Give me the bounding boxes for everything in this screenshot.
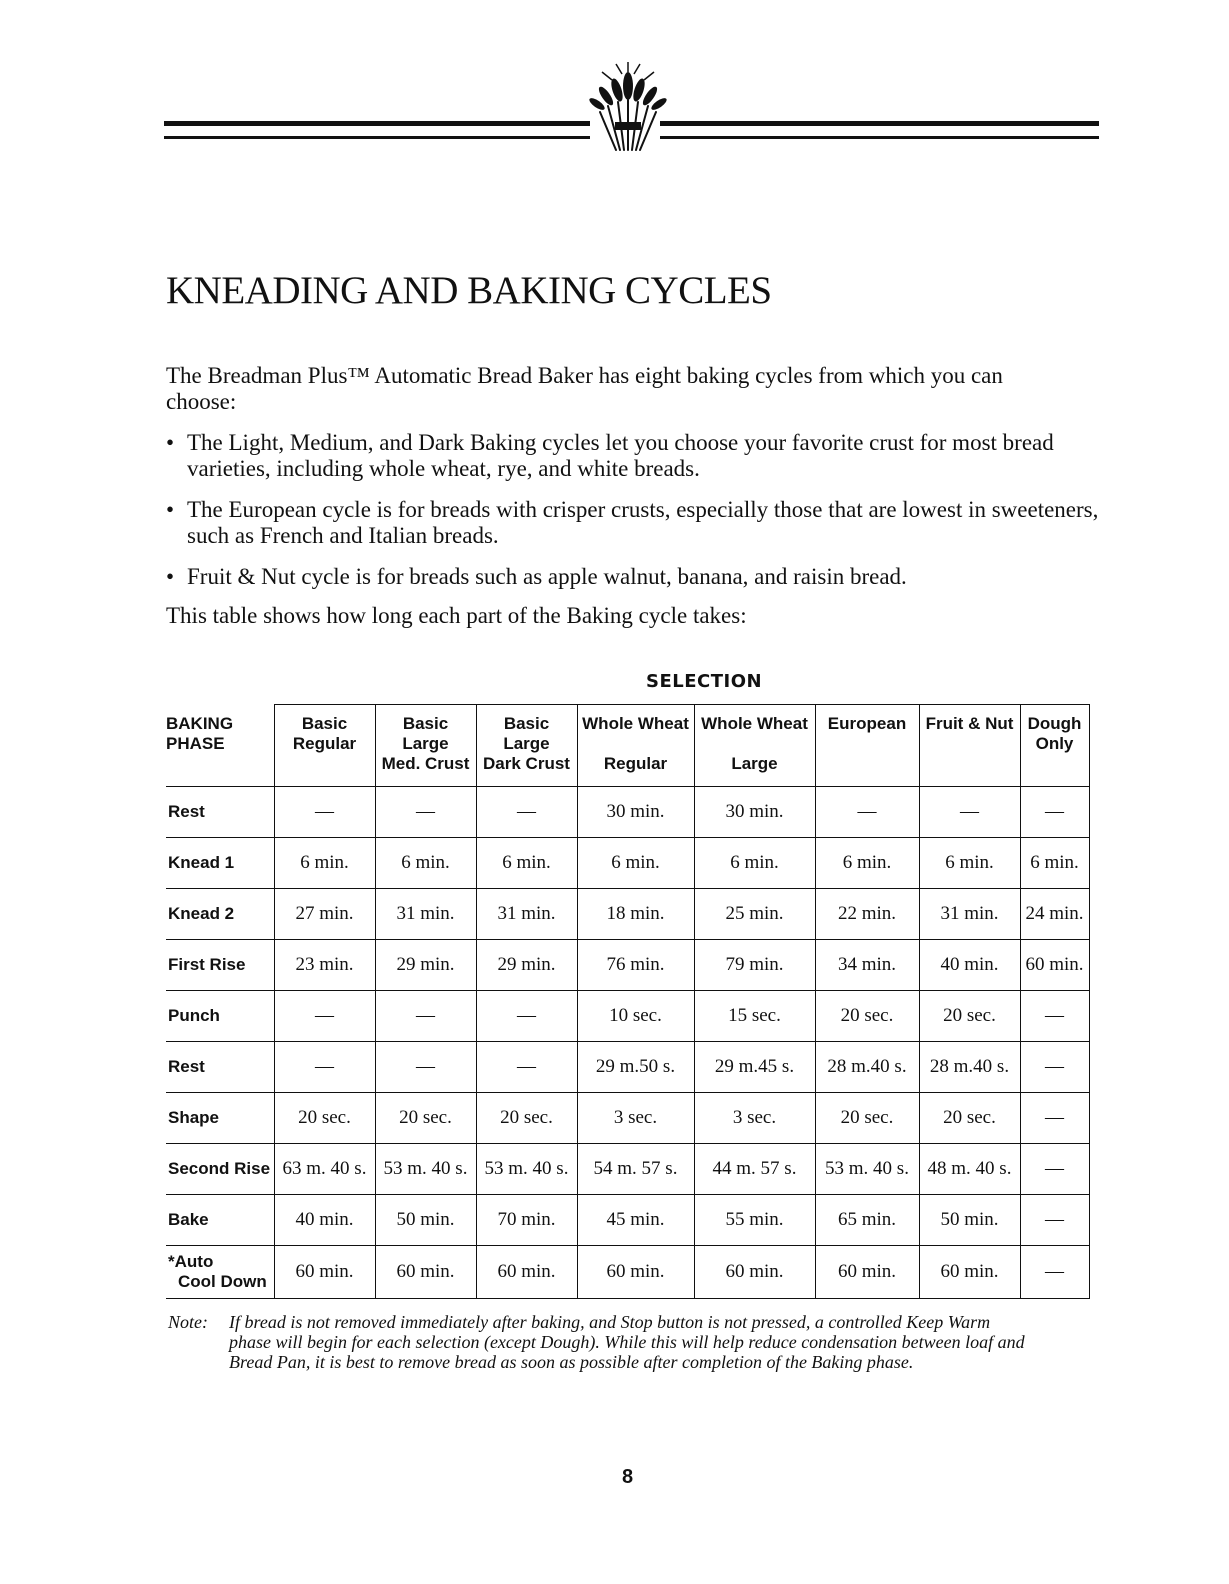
table-cell: 3 sec.: [694, 1093, 815, 1144]
table-cell: 50 min.: [919, 1195, 1020, 1246]
phase-cell: Punch: [166, 991, 274, 1042]
table-cell: 6 min.: [919, 838, 1020, 889]
phase-cell: First Rise: [166, 940, 274, 991]
table-cell: 45 min.: [577, 1195, 694, 1246]
phase-cell: Rest: [166, 1042, 274, 1093]
table-cell: 29 m.45 s.: [694, 1042, 815, 1093]
table-cell: 6 min.: [815, 838, 919, 889]
table-cell: —: [274, 787, 375, 838]
table-intro: This table shows how long each part of the Baking cycle takes:: [166, 603, 747, 628]
table-row: [166, 991, 1089, 1042]
table-cell: 29 m.50 s.: [577, 1042, 694, 1093]
column-header-basic-large-med: Basic Large Med. Crust: [375, 705, 476, 787]
selection-label: SELECTION: [646, 671, 763, 692]
list-item: • The Light, Medium, and Dark Baking cycles let you choose your favorite crust for most bread varieties, including whole wheat, rye, and white breads.: [166, 430, 1054, 481]
table-cell: 30 min.: [694, 787, 815, 838]
table-cell: 24 min.: [1020, 889, 1089, 940]
phase-cell: Knead 1: [166, 838, 274, 889]
table-cell: 48 m. 40 s.: [919, 1144, 1020, 1195]
table-cell: 40 min.: [274, 1195, 375, 1246]
column-header-fruit-nut: Fruit & Nut: [919, 705, 1020, 787]
table-cell: 20 sec.: [476, 1093, 577, 1144]
table-cell: 6 min.: [694, 838, 815, 889]
table-cell: 27 min.: [274, 889, 375, 940]
baking-cycle-table: [166, 704, 1090, 1299]
note-label: Note:: [168, 1312, 208, 1332]
note-text: If bread is not removed immediately after baking, and Stop button is not pressed, a controlled Keep Warm phase will begin for each selection (except Dough). While this will help reduce condensation between loaf and Bread Pan, it is best to remove bread as soon as possible after completion of the Baking phase.: [229, 1312, 1025, 1372]
table-cell: 44 m. 57 s.: [694, 1144, 815, 1195]
table-cell: 63 m. 40 s.: [274, 1144, 375, 1195]
table-row: [166, 787, 1089, 838]
table-cell: 6 min.: [476, 838, 577, 889]
list-item: • The European cycle is for breads with crisper crusts, especially those that are lowest in sweeteners, such as French and Italian breads.: [166, 497, 1099, 548]
phase-column-header: BAKING PHASE: [166, 705, 274, 787]
table-cell: 60 min.: [577, 1246, 694, 1299]
table-cell: 29 min.: [375, 940, 476, 991]
table-row: [166, 1195, 1089, 1246]
table-cell: 60 min.: [919, 1246, 1020, 1299]
table-cell: —: [815, 787, 919, 838]
table-cell: 20 sec.: [375, 1093, 476, 1144]
phase-cell: Shape: [166, 1093, 274, 1144]
table-cell: 54 m. 57 s.: [577, 1144, 694, 1195]
table-cell: 60 min.: [1020, 940, 1089, 991]
table-cell: 20 sec.: [919, 1093, 1020, 1144]
phase-cell: Knead 2: [166, 889, 274, 940]
table-row: [166, 838, 1089, 889]
table-row: [166, 1144, 1089, 1195]
table-cell: 31 min.: [919, 889, 1020, 940]
table-cell: 60 min.: [694, 1246, 815, 1299]
table-cell: 6 min.: [375, 838, 476, 889]
table-cell: 20 sec.: [919, 991, 1020, 1042]
table-cell: 28 m.40 s.: [919, 1042, 1020, 1093]
table-cell: 18 min.: [577, 889, 694, 940]
table-cell: 50 min.: [375, 1195, 476, 1246]
table-cell: 60 min.: [476, 1246, 577, 1299]
table-row: [166, 889, 1089, 940]
table-cell: 60 min.: [375, 1246, 476, 1299]
table-cell: —: [919, 787, 1020, 838]
table-cell: 29 min.: [476, 940, 577, 991]
table-cell: 60 min.: [815, 1246, 919, 1299]
table-cell: 20 sec.: [815, 991, 919, 1042]
table-cell: 53 m. 40 s.: [375, 1144, 476, 1195]
column-header-european: European: [815, 705, 919, 787]
phase-cell: *Auto Cool Down: [166, 1246, 274, 1299]
table-cell: 6 min.: [274, 838, 375, 889]
table-cell: 31 min.: [476, 889, 577, 940]
table-cell: —: [1020, 991, 1089, 1042]
intro-paragraph: The Breadman Plus™ Automatic Bread Baker has eight baking cycles from which you can choose:: [166, 363, 1003, 414]
table-cell: —: [274, 991, 375, 1042]
column-header-basic-regular: Basic Regular: [274, 705, 375, 787]
table-cell: 25 min.: [694, 889, 815, 940]
table-row: [166, 1093, 1089, 1144]
phase-cell: Second Rise: [166, 1144, 274, 1195]
table-cell: —: [1020, 1093, 1089, 1144]
column-header-whole-wheat-large: Whole Wheat Large: [694, 705, 815, 787]
bullet-icon: •: [166, 430, 175, 455]
footnote: [168, 1312, 1028, 1372]
phase-cell: Bake: [166, 1195, 274, 1246]
page-title: KNEADING AND BAKING CYCLES: [166, 269, 772, 312]
table-header-row: [166, 705, 1089, 787]
table-cell: —: [1020, 787, 1089, 838]
table-cell: —: [1020, 1246, 1089, 1299]
table-cell: —: [476, 991, 577, 1042]
table-cell: 22 min.: [815, 889, 919, 940]
table-cell: 20 sec.: [274, 1093, 375, 1144]
table-cell: 65 min.: [815, 1195, 919, 1246]
table-cell: 23 min.: [274, 940, 375, 991]
table-cell: 53 m. 40 s.: [476, 1144, 577, 1195]
table-cell: 15 sec.: [694, 991, 815, 1042]
table-cell: 70 min.: [476, 1195, 577, 1246]
table-cell: 76 min.: [577, 940, 694, 991]
table-cell: 53 m. 40 s.: [815, 1144, 919, 1195]
table-cell: 40 min.: [919, 940, 1020, 991]
column-header-dough-only: Dough Only: [1020, 705, 1089, 787]
table-cell: —: [476, 1042, 577, 1093]
table-cell: —: [476, 787, 577, 838]
table-cell: 28 m.40 s.: [815, 1042, 919, 1093]
table-cell: 79 min.: [694, 940, 815, 991]
cycle-list: [166, 430, 1106, 605]
bullet-icon: •: [166, 564, 175, 589]
table-cell: 34 min.: [815, 940, 919, 991]
table-cell: —: [1020, 1195, 1089, 1246]
table-row: [166, 1246, 1089, 1299]
phase-cell: Rest: [166, 787, 274, 838]
table-cell: 55 min.: [694, 1195, 815, 1246]
page-number: 8: [622, 1466, 634, 1488]
table-cell: —: [1020, 1042, 1089, 1093]
table-cell: 10 sec.: [577, 991, 694, 1042]
column-header-basic-large-dark: Basic Large Dark Crust: [476, 705, 577, 787]
table-cell: —: [375, 1042, 476, 1093]
wheat-sheaf-icon: [588, 60, 668, 156]
table-cell: 3 sec.: [577, 1093, 694, 1144]
table-cell: 6 min.: [577, 838, 694, 889]
table-row: [166, 1042, 1089, 1093]
table-cell: 30 min.: [577, 787, 694, 838]
table-cell: —: [1020, 1144, 1089, 1195]
table-cell: —: [375, 787, 476, 838]
table-cell: —: [375, 991, 476, 1042]
list-item: • Fruit & Nut cycle is for breads such as apple walnut, banana, and raisin bread.: [166, 564, 907, 589]
table-cell: 60 min.: [274, 1246, 375, 1299]
bullet-icon: •: [166, 497, 175, 522]
table-cell: —: [274, 1042, 375, 1093]
column-header-whole-wheat-regular: Whole Wheat Regular: [577, 705, 694, 787]
table-row: [166, 940, 1089, 991]
table-cell: 6 min.: [1020, 838, 1089, 889]
table-cell: 31 min.: [375, 889, 476, 940]
table-cell: 20 sec.: [815, 1093, 919, 1144]
